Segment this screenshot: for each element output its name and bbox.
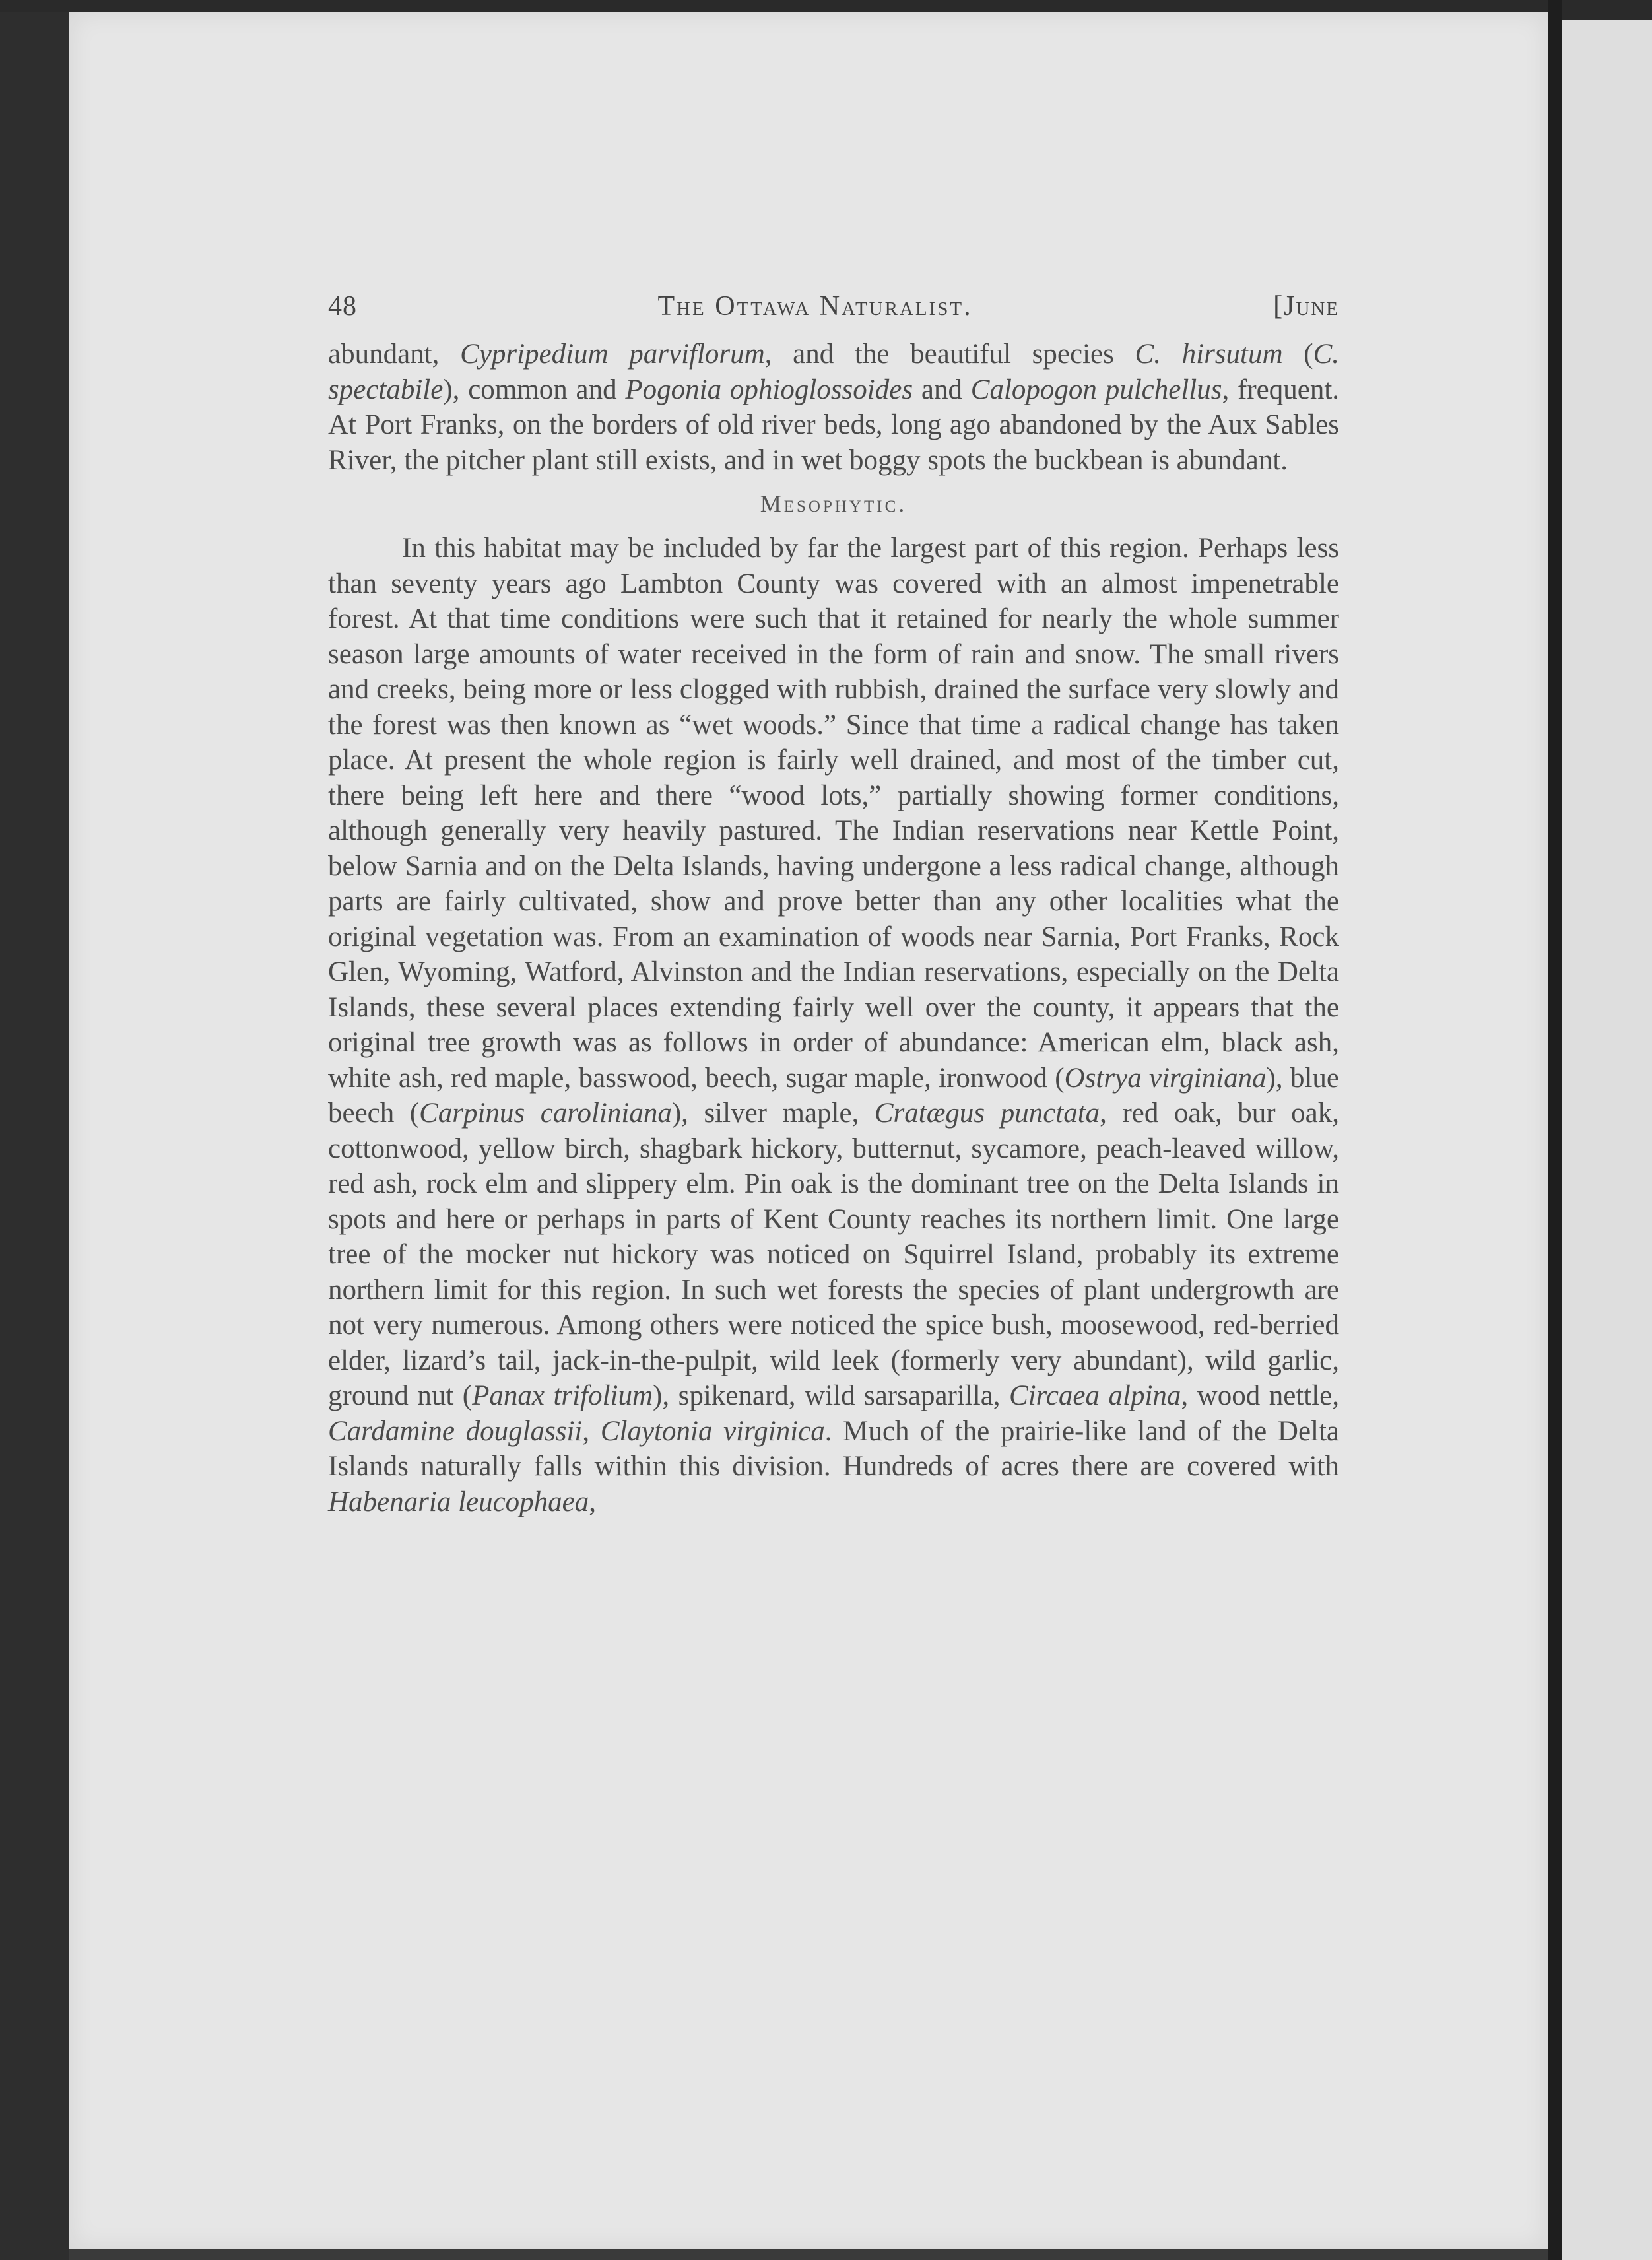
species-name: C. spectabile	[328, 339, 1339, 405]
scan-border-left	[0, 0, 69, 2260]
species-name: Calopogon pulchellus	[970, 374, 1222, 405]
species-name: Cardamine douglassii	[328, 1415, 583, 1447]
text-run: ,	[582, 1415, 601, 1447]
species-name: Habenaria leucophaea	[328, 1486, 589, 1517]
species-name: Circaea alpina	[1009, 1380, 1181, 1411]
section-heading: Mesophytic.	[760, 490, 908, 517]
text-run: In this habitat may be included by far the largest part of this region. Perhaps less than seventy years ago Lambton County was covered with an almost impenetrable forest. At that time conditions were such that it retained for nearly the whole summer season large amounts of water received in the form of rain and snow. The small rivers and creeks, being more or less clogged with rubbish, drained the surface very slowly and the forest was then known as “wet woods.” Since that time a radical change has taken place. At present the whole region is fairly well drained, and most of the timber cut, there being left here and there “wood lots,” partially showing former conditions, although generally very heavily pastured. The Indian reservations near Kettle Point, below Sarnia and on the Delta Islands, having undergone a less radical change, although parts are fairly cultivated, show and prove better than any other localities what the original vegetation was. From an examination of woods near Sarnia, Port Franks, Rock Glen, Wyoming, Watford, Alvinston and the Indian reservations, especially on the Delta Islands, these several places extending fairly well over the county, it appears that the original tree growth was as follows in order of abundance: American elm, black ash, white ash, red maple, basswood, beech, sugar maple, ironwood (	[328, 533, 1339, 1094]
scan-border-top	[0, 0, 1652, 12]
text-run: , frequent. At Port Franks, on the borders of old river beds, long ago abandoned by the Aux Sables River, the pitcher plant still exists, and in wet boggy spots the buckbean is abundant.	[328, 374, 1340, 476]
text-run: abundant,	[328, 339, 461, 370]
page-content	[328, 290, 1339, 1519]
text-run: , red oak, bur oak, cottonwood, yellow birch, shagbark hickory, butternut, sycamore, peach-leaved willow, red ash, rock elm and slippery elm. Pin oak is the dominant tree on the Delta Islands in spots and here or perhaps in parts of Kent County reaches its northern limit. One large tree of the mocker nut hickory was noticed on Squirrel Island, probably its extreme northern limit for this region. In such wet forests the species of plant undergrowth are not very numerous. Among others were noticed the spice bush, moosewood, red-berried elder, lizard’s tail, jack-in-the-pulpit, wild leek (formerly very abundant), wild garlic, ground nut (	[328, 1098, 1339, 1411]
page-number: 48	[328, 291, 357, 321]
paragraph-mesophytic	[328, 531, 1339, 1519]
text-run: , wood nettle,	[1181, 1380, 1339, 1411]
species-name: Ostrya virginiana	[1064, 1062, 1267, 1094]
text-run: ,	[589, 1486, 597, 1517]
species-name: C. hirsutum	[1135, 339, 1283, 370]
text-run: , and the beautiful species	[764, 339, 1135, 370]
journal-title: The Ottawa Naturalist.	[657, 291, 973, 321]
text-run: ), spikenard, wild sarsaparilla,	[653, 1380, 1010, 1411]
facing-page-edge	[1562, 20, 1652, 2260]
text-run: . Much of the prairie-like land of the Delta Islands naturally falls within this division. Hundreds of acres there are covered with	[328, 1415, 1340, 1482]
text-run: (	[1282, 339, 1313, 370]
text-run: ), silver maple,	[671, 1098, 875, 1129]
book-binding-gutter	[1548, 0, 1562, 2260]
running-head	[328, 290, 1339, 337]
paragraph-continuation	[328, 337, 1339, 478]
text-run: and	[913, 374, 971, 405]
species-name: Carpinus caroliniana	[419, 1098, 672, 1129]
species-name: Cypripedium parviflorum	[460, 339, 765, 370]
species-name: Pogonia ophioglossoides	[625, 374, 913, 405]
text-run: ), blue beech (	[328, 1062, 1339, 1129]
species-name: Cratægus punctata	[874, 1098, 1100, 1129]
species-name: Panax trifolium	[472, 1380, 653, 1411]
species-name: Claytonia virginica	[600, 1415, 825, 1447]
text-run: ), common and	[443, 374, 626, 405]
scan-border-top-right	[1562, 0, 1652, 20]
issue-month: [June	[1273, 291, 1339, 321]
